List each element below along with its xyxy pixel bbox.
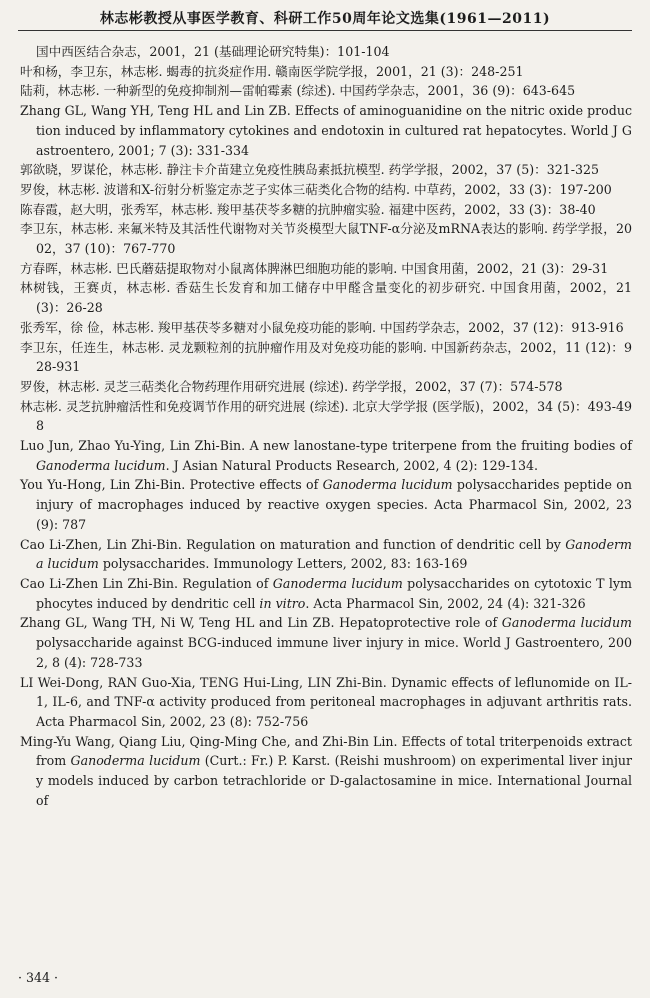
italic-term: Ganoderma lucidum [272,575,403,591]
reference-entry [20,397,632,436]
reference-text: Ming-Yu Wang, Qiang Liu, Qing-Ming Che, and Zhi-Bin Lin. Effects of total triterpenoids extract from [20,733,632,769]
reference-entry [20,160,632,180]
reference-text: You Yu-Hong, Lin Zhi-Bin. Protective effects of [20,477,323,493]
reference-entry [20,574,632,613]
header-rule [18,30,632,31]
reference-text: Cao Li-Zhen, Lin Zhi-Bin. Regulation on maturation and function of dendritic cell by [20,536,566,552]
reference-text: 叶和杨，李卫东，林志彬. 蝎毒的抗炎症作用. 赣南医学院学报，2001，21 (3)：248-251 [20,63,524,79]
reference-text: polysaccharides peptide on injury of macrophages induced by reactive oxygen species. Acta Pharmacol Sin, 2002, 23 (9): 787 [36,477,632,532]
reference-entry [20,338,632,377]
reference-text: . J Asian Natural Products Research, 2002, 4 (2): 129-134. [165,457,538,473]
italic-term: Ganoderma lucidum [501,615,632,631]
reference-text: 林志彬. 灵芝抗肿瘤活性和免疫调节作用的研究进展 (综述). 北京大学学报 (医学版)，2002，34 (5)：493-498 [20,398,632,434]
reference-text: (Curt.: Fr.) P. Karst. (Reishi mushroom) on experimental liver injury models induced by carbon tetrachloride or D-galactosamine in mice. International Journal of [36,753,632,808]
reference-text: polysaccharide against BCG-induced immune liver injury in mice. World J Gastroentero, 2002, 8 (4): 728-733 [36,635,632,670]
reference-text: LI Wei-Dong, RAN Guo-Xia, TENG Hui-Ling, LIN Zhi-Bin. Dynamic effects of leflunomide on IL-1, IL-6, and TNF-α activity produced from peritoneal macrophages in adjuvant arthritis rats. Acta Pharmacol Sin, 2002, 23 (8): 752-756 [20,674,632,729]
reference-text: 李卫东，任连生，林志彬. 灵龙颗粒剂的抗肿瘤作用及对免疫功能的影响. 中国新药杂志，2002，11 (12)：928-931 [20,339,632,375]
reference-text: Zhang GL, Wang YH, Teng HL and Lin ZB. Effects of aminoguanidine on the nitric oxide production induced by inflammatory cytokines and endotoxin in cultured rat hepatocytes. World J Gastroentero, 2001; 7 (3): 331-334 [20,103,632,158]
reference-text: polysaccharides on cytotoxic T lymphocytes induced by dendritic cell [36,575,632,611]
reference-text: 林树钱，王赛贞，林志彬. 香菇生长发育和加工储存中甲醛含量变化的初步研究. 中国食用菌，2002，21 (3)：26-28 [20,280,632,316]
reference-entry [20,219,632,258]
reference-text: 罗俊，林志彬. 灵芝三萜类化合物药理作用研究进展 (综述). 药学学报，2002，37 (7)：574-578 [20,378,563,394]
reference-text: Zhang GL, Wang TH, Ni W, Teng HL and Lin ZB. Hepatoprotective role of [20,615,502,631]
reference-text: 国中西医结合杂志，2001，21 (基础理论研究特集)：101-104 [36,44,390,59]
italic-term: Ganoderma lucidum [36,457,166,473]
reference-entry [20,278,632,317]
reference-entry [20,200,632,220]
reference-entry [20,673,632,732]
reference-text: 张秀军，徐 俭，林志彬. 羧甲基茯苓多糖对小鼠免疫功能的影响. 中国药学杂志，2002，37 (12)：913-916 [20,319,624,335]
reference-text: 李卫东，林志彬. 来氟米特及其活性代谢物对关节炎模型大鼠TNF-α分泌及mRNA表达的影响. 药学学报，2002，37 (10)：767-770 [20,221,632,257]
reference-entry [20,81,632,101]
reference-text: 陆莉，林志彬. 一种新型的免疫抑制剂—雷帕霉素 (综述). 中国药学杂志，2001，36 (9)：643-645 [20,83,576,99]
reference-list [20,42,632,810]
running-header [0,0,650,34]
reference-entry [20,42,632,62]
reference-entry [20,62,632,82]
italic-term: Ganoderma lucidum [36,536,632,572]
italic-term: Ganoderma lucidum [70,753,201,769]
reference-entry [20,180,632,200]
italic-term: in vitro [259,595,306,611]
reference-text: 方春晖，林志彬. 巴氏蘑菇提取物对小鼠离体脾淋巴细胞功能的影响. 中国食用菌，2002，21 (3)：29-31 [20,260,609,276]
reference-text: polysaccharides. Immunology Letters, 2002, 83: 163-169 [98,556,468,572]
reference-entry [20,436,632,475]
reference-entry [20,377,632,397]
reference-text: Luo Jun, Zhao Yu-Ying, Lin Zhi-Bin. A new lanostane-type triterpene from the fruiting bodies of [20,438,632,454]
reference-entry [20,613,632,672]
reference-entry [20,318,632,338]
reference-text: Cao Li-Zhen Lin Zhi-Bin. Regulation of [20,575,273,591]
reference-text: 陈春霞，赵大明，张秀军，林志彬. 羧甲基茯苓多糖的抗肿瘤实验. 福建中医药，2002，33 (3)：38-40 [20,201,596,217]
reference-entry [20,259,632,279]
page-number: · 344 · [18,970,59,985]
reference-entry [20,732,632,811]
reference-text: 郭欲晓，罗谋伦，林志彬. 静注卡介苗建立免疫性胰岛素抵抗模型. 药学学报，2002，37 (5)：321-325 [20,162,600,178]
reference-entry [20,475,632,534]
reference-text: . Acta Pharmacol Sin, 2002, 24 (4): 321-326 [305,595,586,611]
header-title: 林志彬教授从事医学教育、科研工作50周年论文选集(1961—2011) [99,11,551,27]
reference-entry [20,101,632,160]
reference-text: 罗俊，林志彬. 波谱和X-衍射分析鉴定赤芝子实体三萜类化合物的结构. 中草药，2002，33 (3)：197-200 [20,181,612,197]
italic-term: Ganoderma lucidum [322,477,453,493]
reference-entry [20,535,632,574]
